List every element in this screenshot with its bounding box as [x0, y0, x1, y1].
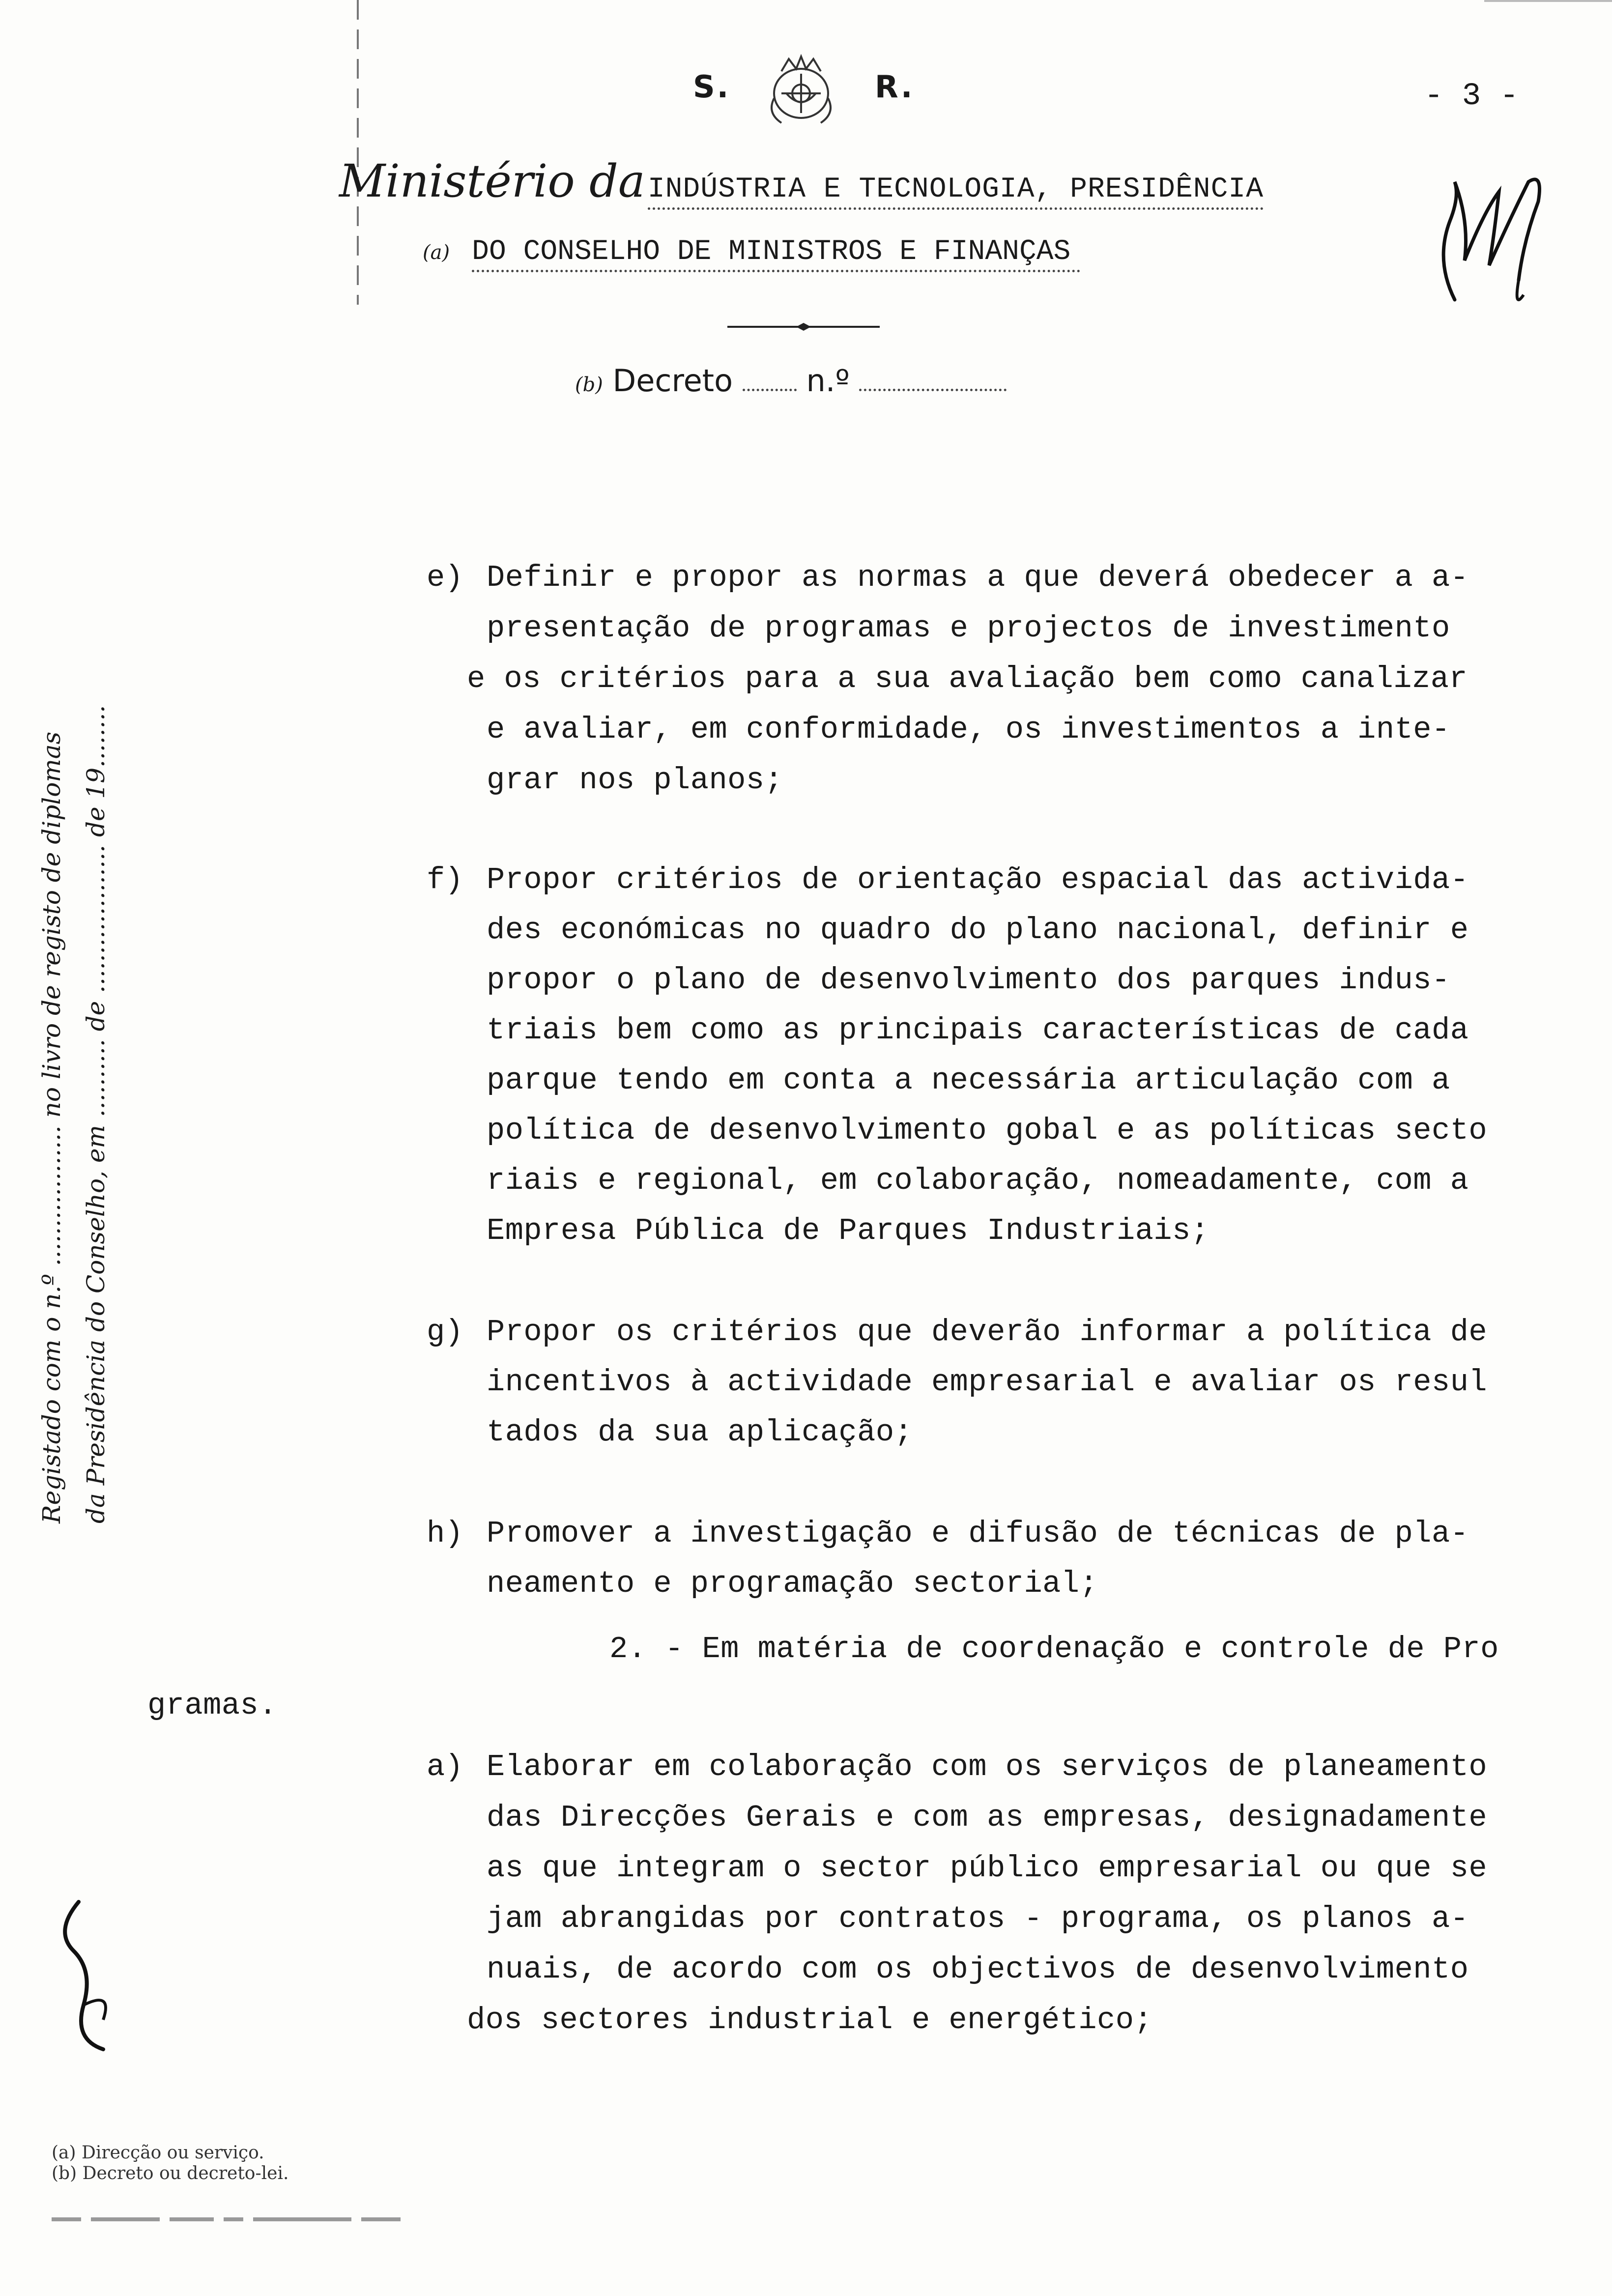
registry-line-2: da Presidência do Conselho, em .......... de ................... de 19........	[82, 705, 110, 1523]
decree-number-blank	[859, 369, 1007, 391]
ministry-name: INDÚSTRIA E TECNOLOGIA, PRESIDÊNCIA	[648, 173, 1264, 210]
body-line: nuais, de acordo com os objectivos de desenvolvimento	[487, 1952, 1469, 1987]
sr-right-text: R.	[875, 69, 915, 105]
signature-icon	[1425, 162, 1563, 310]
body-line: as que integram o sector público empresarial ou que se	[487, 1851, 1488, 1886]
body-line: jam abrangidas por contratos - programa, os planos a-	[487, 1901, 1469, 1936]
sr-left-text: S.	[693, 69, 731, 105]
body-line: riais e regional, em colaboração, nomeadamente, com a	[487, 1163, 1469, 1198]
body-line: das Direcções Gerais e com as empresas, designadamente	[487, 1800, 1488, 1835]
footnote-b: (b) Decreto ou decreto-lei.	[52, 2163, 289, 2183]
decree-label: Decreto	[612, 363, 733, 399]
decree-line	[575, 363, 1007, 399]
body-line: parque tendo em conta a necessária articulação com a	[487, 1063, 1450, 1098]
department-line	[423, 236, 1080, 268]
body-line: Definir e propor as normas a que deverá obedecer a a-	[487, 560, 1469, 595]
faded-print-code-icon	[52, 2214, 455, 2224]
decree-number-label: n.º	[806, 363, 850, 399]
body-line: Promover a investigação e difusão de técnicas de pla-	[487, 1516, 1469, 1551]
item-label-a: a)	[427, 1750, 463, 1784]
body-line: e avaliar, em conformidade, os investimentos a inte-	[487, 712, 1450, 747]
fold-line	[356, 0, 359, 305]
body-line: Propor critérios de orientação espacial das activida-	[487, 862, 1469, 897]
body-line: tados da sua aplicação;	[487, 1415, 913, 1450]
ministry-line	[339, 155, 1264, 209]
body-line: des económicas no quadro do plano nacional, definir e	[487, 913, 1469, 947]
ministry-prefix: Ministério da	[339, 155, 645, 207]
body-line: propor o plano de desenvolvimento dos parques indus-	[487, 963, 1450, 998]
registry-line-1: Registado com o n.º .................. no livro de registo de diplomas	[37, 731, 66, 1523]
body-line: Empresa Pública de Parques Industriais;	[487, 1213, 1209, 1248]
top-edge-line	[1484, 0, 1612, 2]
coat-of-arms-icon	[752, 52, 850, 130]
body-line: incentivos à actividade empresarial e avaliar os resul	[487, 1365, 1488, 1400]
body-line: triais bem como as principais características de cada	[487, 1013, 1469, 1048]
item-label-f: f)	[427, 862, 463, 897]
footnote-a: (a) Direcção ou serviço.	[52, 2143, 264, 2163]
header-divider	[727, 322, 880, 332]
decree-marker: (b)	[575, 373, 603, 396]
decree-type-blank	[743, 369, 797, 391]
body-line: e os critérios para a sua avaliação bem como canalizar	[467, 661, 1468, 696]
initial-mark-icon	[44, 1892, 128, 2064]
body-line: grar nos planos;	[487, 763, 783, 798]
body-line: política de desenvolvimento gobal e as políticas secto	[487, 1113, 1488, 1148]
body-line: Propor os critérios que deverão informar a política de	[487, 1315, 1488, 1349]
item-label-e: e)	[427, 560, 463, 595]
page-number: - 3 -	[1424, 79, 1519, 114]
body-line: neamento e programação sectorial;	[487, 1566, 1098, 1601]
body-line: Elaborar em colaboração com os serviços de planeamento	[487, 1750, 1488, 1784]
department-name: DO CONSELHO DE MINISTROS E FINANÇAS	[472, 236, 1080, 272]
section-heading-continuation: gramas.	[147, 1688, 277, 1723]
registry-margin	[29, 663, 118, 1523]
print-code-mark	[52, 2211, 455, 2228]
body-line: dos sectores industrial e energético;	[467, 2003, 1153, 2038]
department-marker: (a)	[423, 241, 450, 264]
section-heading: 2. - Em matéria de coordenação e controle de Pro	[609, 1632, 1499, 1666]
body-line: presentação de programas e projectos de investimento	[487, 611, 1450, 646]
item-label-h: h)	[427, 1516, 463, 1551]
item-label-g: g)	[427, 1315, 463, 1349]
